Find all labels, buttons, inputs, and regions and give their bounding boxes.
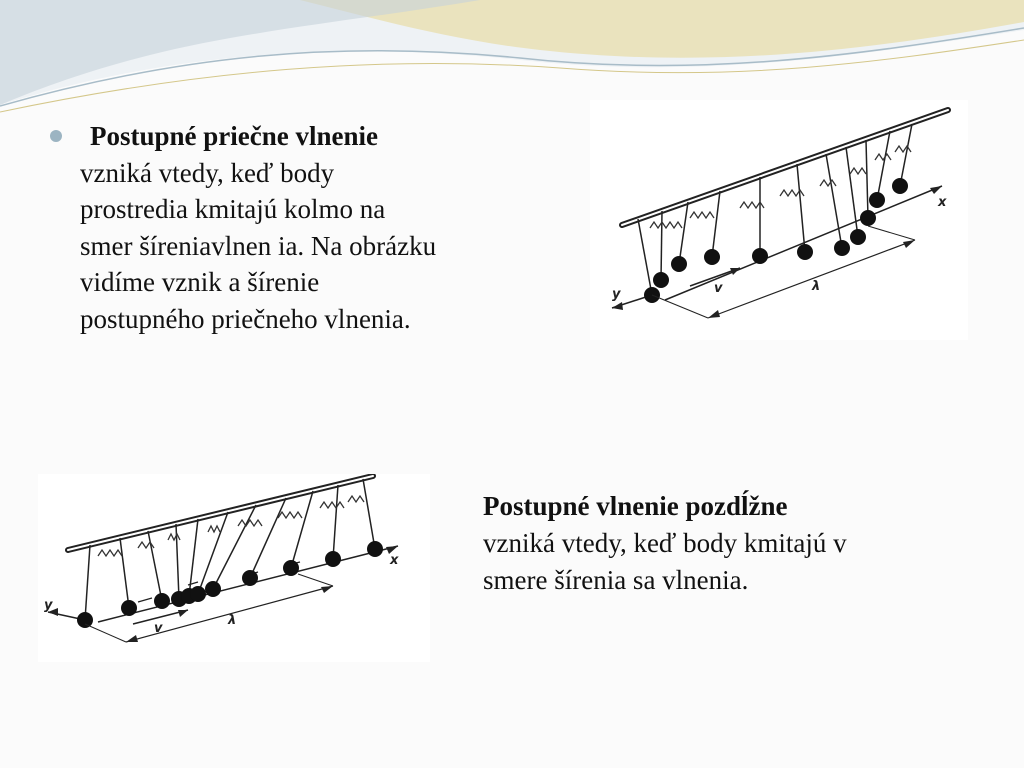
y-axis-label: y: [612, 287, 621, 302]
x-axis-label: x: [938, 195, 947, 210]
transverse-line-2: prostredia kmitajú kolmo na: [80, 194, 386, 224]
longitudinal-wave-drawing: [38, 474, 430, 662]
velocity-label: v: [714, 281, 723, 296]
bullet-icon: [50, 130, 62, 142]
transverse-wave-title: Postupné priečne vlnenie: [90, 121, 378, 151]
velocity-label-2: v: [154, 621, 163, 636]
longitudinal-line-1: vzniká vtedy, keď body kmitajú v: [483, 528, 847, 558]
x-axis-label-2: x: [390, 553, 399, 568]
transverse-line-3: smer šíreniavlnen ia. Na obrázku: [80, 230, 437, 261]
longitudinal-wave-title: Postupné vlnenie pozdĺžne: [483, 491, 788, 521]
transverse-wave-drawing: [590, 100, 968, 340]
longitudinal-wave-text: [483, 488, 993, 599]
transverse-wave-text: [50, 118, 570, 337]
transverse-line-5: postupného priečneho vlnenia.: [80, 303, 411, 334]
transverse-wave-figure: [590, 100, 968, 340]
transverse-line-4: vidíme vznik a šírenie: [80, 267, 320, 297]
y-axis-label-2: y: [44, 598, 53, 613]
longitudinal-line-2: smere šírenia sa vlnenia.: [483, 565, 749, 595]
longitudinal-wave-figure: [38, 474, 430, 662]
wavelength-label: λ: [812, 279, 821, 294]
transverse-line-1: vzniká vtedy, keď body: [80, 157, 335, 188]
wavelength-label-2: λ: [228, 613, 237, 628]
bullet-line: [50, 118, 570, 155]
